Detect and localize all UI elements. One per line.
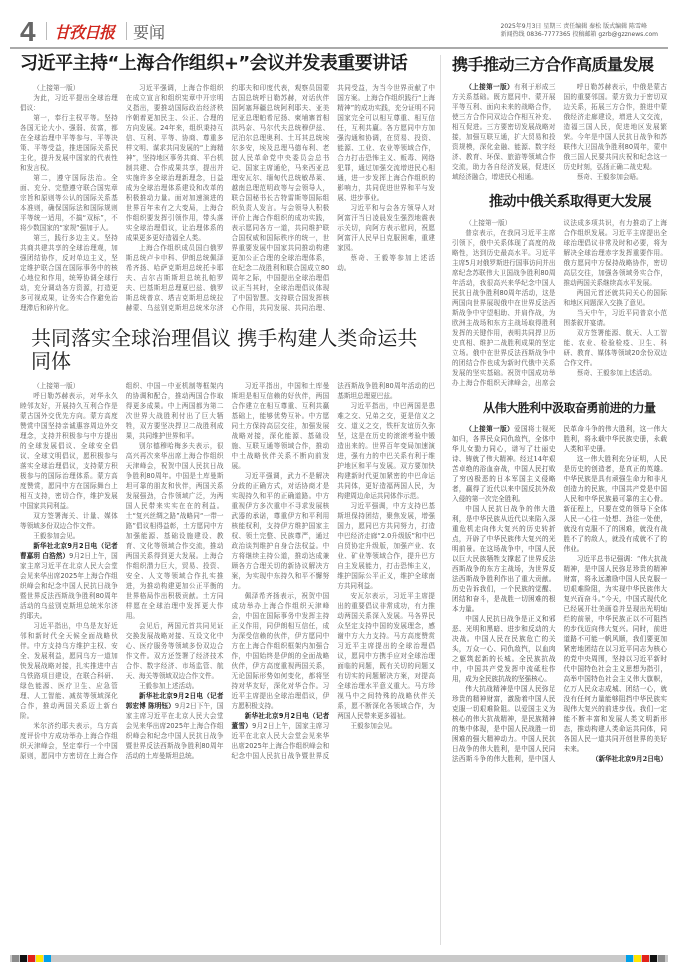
- dateline: 新华社北京9月2日电（记者 郭宏博 陈明钰）: [125, 691, 224, 710]
- paragraph-text: 安瓦尔表示，习近平主席提出的重要倡议非常成功，有力推动两国关系深入发展。马各界民众坚定支持中国的发展理念，感谢中方大力支持。马方高度赞赏习近平主席提出的全球治理倡议，愿同中方携手应对全球治理面临的问题，既有关切的问题又有切实的问题解决方案，对提高全球治理水平意义重大。马方珍视马中之间特殊的战略伙伴关系，愿不断深化各领域合作，为两国人民带来更多福祉。: [337, 591, 435, 720]
- article-paragraph: [20, 391, 118, 511]
- article-paragraph: [564, 288, 668, 308]
- paragraph-text: 当天中午，习近平同普京小范围茶叙并宴请。: [563, 309, 667, 328]
- paragraph-text: （上接第一版）: [465, 219, 512, 228]
- paragraph-text: 米尔济约耶夫表示，乌方高度评价中方成功举办上海合作组织天津峰会，坚定奉行一个中国原则，愿同中方密切在上海合作组织、中国－中亚机制等框架内的协调和配合，推动两国合作取得更多成果。中上两国都为第二次世界大战胜利付出了巨大牺牲，双方要坚决捍卫二战胜利成果，共同维护世界和平。: [20, 381, 224, 760]
- registration-mark: [12, 955, 19, 962]
- registration-mark: [650, 955, 657, 962]
- article-paragraph: [20, 381, 118, 391]
- page-number: 4: [20, 16, 36, 47]
- article-paragraph: [20, 621, 118, 721]
- registration-mark: [634, 955, 641, 962]
- paragraph-text: 习近平强调，上海合作组织在成立宣言和组织宪章中开宗明义指出，要推动国际政治经济秩序朝着更加民主、公正、合理的方向发展。24年来，组织秉持互信、互利、平等、协商、尊重多样文明、谋求共同发展的“上海精神”，坚持地区事务共商、平台机制共建、合作成果共享，提出并实施许多全球治理新理念，日益成为全球治理体系建设和改革的积极推动力量。面对加速演进的世界百年未有之大变局，上海合作组织要发挥引领作用，带头落实全球治理倡议，让治理体系的成果更多更好造福全人类。: [125, 83, 224, 242]
- paragraph-text: 会见后，两国元首共同见证交换发展战略对接、互设文化中心、医疗服务等领域多份双边合作文件。双方还签署了经济技术合作、数字经济、市场监管、航天、海关等领域双边合作文件。: [125, 621, 224, 680]
- registration-mark: [36, 955, 43, 962]
- paragraph-text: 呼日勒苏赫表示，中俄是蒙古国的重要邻国。蒙方致力于密切双边关系，拓展三方合作，推进中蒙俄经济走廊建设，增进人文交流，造福三国人民，促进地区发展繁荣。今年是中国人民抗日战争和苏联伟大卫国战争胜利80周年，蒙中俄三国人民要共同庆祝和纪念这一历史时刻，弘扬正确二战史观。: [563, 83, 667, 172]
- article-headline: 推动中俄关系取得更大发展: [489, 194, 651, 211]
- paragraph-text: 蔡奇、王毅等参加上述活动。: [337, 253, 435, 272]
- section-title: 要闻: [133, 23, 166, 42]
- paragraph-text: （上接第一版）: [33, 381, 80, 390]
- paragraph-text: 习近平指出，中乌是友好近邻和新时代全天候全面战略伙伴。中方支持乌方维护主权、安全、发展利益，愿同乌方一道加快发展战略对接，扎实推进中吉乌铁路项目建设，在联合科研、绿色能源、医疗卫生、应急管理、人工智能、减贫等领域深化合作，推动两国关系迈上新台阶。: [20, 621, 118, 720]
- paragraph-text: 伟大抗战精神是中国人民弥足珍贵的精神财富，激励着中国人民克服一切艰难险阻。以爱国主义为核心的伟大抗战精神，是民族精神的集中体现，是中国人民战胜一切困难的强大精神动力。中国人民抗日战争的伟大胜利，是中国人民同法西斯斗争的伟大胜利，是中国人民革命斗争的伟大胜利，这一伟大胜利，将永载中华民族史册，永载人类和平史册。: [452, 425, 667, 764]
- masthead-date-editors: 2025年9月3日 星期三 责任编辑 秦松 版式编辑 陈雪峰: [500, 23, 647, 30]
- paragraph-text: 习近平和与会各方领导人对阿富汗当日凌晨发生强烈地震表示关切，向阿方表示慰问，祝愿阿富汗人民早日克服困难，重建家园。: [337, 203, 435, 252]
- article-paragraph: [232, 591, 330, 711]
- column-divider: [440, 55, 441, 945]
- article-body: [452, 218, 667, 388]
- article-body: [20, 83, 435, 313]
- article-paragraph: [337, 401, 435, 501]
- article-headline: 习近平主持“上海合作组织+”会议并发表重要讲话: [20, 53, 408, 74]
- article-paragraph: [337, 721, 435, 731]
- paragraph-text: 爱国将士视死如归，各界民众同仇敌忾，全体中华儿女勠力同心，谱写了壮丽史诗、铸就了伟大精神。经过14年艰苦卓绝的浴血奋战，中国人民打败了穷凶极恶的日本军国主义侵略者，赢得了近代以来中国反抗外敌入侵的第一次完全胜利。: [452, 425, 556, 504]
- left-news-column: [20, 54, 435, 761]
- article-paragraph: [126, 441, 224, 621]
- paragraph-text: 9月2日上午，国家主席习近平在北京人民大会堂会见来华出席2025年上海合作组织峰会和纪念中国人民抗日战争暨世界反法西斯战争胜利80周年活动的巴基斯坦总理夏巴兹。: [231, 381, 435, 760]
- paragraph-text: 第一，奉行主权平等。坚持各国无论大小、强弱、贫富，都在全球治理中平等参与、平等决策、平等受益，推进国际关系民主化，提升发展中国家的代表性和发言权。: [20, 113, 118, 172]
- article-paragraph: [452, 218, 556, 228]
- article-paragraph: [564, 308, 668, 328]
- article-paragraph: [564, 82, 668, 172]
- article-paragraph: [564, 754, 668, 764]
- article-paragraph: [20, 113, 118, 173]
- newspaper-logo: 甘孜日报: [54, 23, 115, 42]
- paragraph-text: 中国人民抗日战争是正义和邪恶、光明和黑暗、进步和反动的大决战。中国人民在民族危亡的关头，万众一心、同仇敌忾，以血肉之躯筑起新的长城。全民族抗战中，中国共产党发挥中流砥柱作用，成为全民族抗战的坚强核心。: [452, 615, 556, 684]
- article-paragraph: [20, 233, 118, 313]
- article-paragraph: [126, 83, 224, 243]
- article-paragraph: [452, 82, 556, 182]
- article-headline: 从伟大胜利中汲取奋勇前进的力量: [483, 401, 656, 416]
- paragraph-text: （新华社北京9月2日电）: [591, 755, 667, 764]
- article-paragraph: [564, 454, 668, 554]
- masthead-meta: [501, 23, 658, 39]
- paragraph-text: 习近平指出，中国和土库曼斯坦是相互信赖的好伙伴，两国合作建立在相互尊重、互利共赢基础上，能够优势互补。中方愿同土方保持高层交往，加强发展战略对接，深化能源、基础设施、互联互通等领域合作，推动中土战略伙伴关系不断向前发展。: [231, 381, 330, 470]
- dateline: 新华社北京9月2日电（记者 董雪）: [231, 711, 330, 730]
- article-body: [20, 381, 435, 761]
- article-body: [452, 424, 667, 764]
- paragraph-text: 这一伟大胜利充分证明，人民是历史的创造者，是真正的英雄。中华民族是具有顽强生命力和非凡创造力的民族，中国共产党是中国人民和中华民族最可靠的主心骨。新征程上，只要在党的领导下全体人民一心往一处想、劲往一处使，就没有克服不了的困难，就没有战胜不了的敌人，就没有成就不了的伟业。: [563, 455, 667, 554]
- article-paragraph: [20, 531, 118, 541]
- paragraph-text: 上海合作组织成员国白俄罗斯总统卢卡申科、伊朗总统佩泽希齐扬、哈萨克斯坦总统托卡耶夫、吉尔吉斯斯坦总统扎帕罗夫、巴基斯坦总理夏巴兹、俄罗斯总统普京、塔吉克斯坦总统拉赫蒙、乌兹别克斯坦总统米尔济约耶夫和印度代表，观察员国蒙古国总统呼日勒苏赫，对话伙伴国阿塞拜疆总统阿利耶夫、亚美尼亚总理帕希尼扬、柬埔寨首相洪玛奈、马尔代夫总统穆伊兹、尼泊尔总理奥利、土耳其总统埃尔多安，埃及总理马德布利、老挝人民革命党中央委员会总书记、国家主席通伦，马来西亚总理安瓦尔、缅甸代总统敏昂莱、越南总理范明政等与会领导人，联合国秘书长古特雷斯等国际组织负责人发言。与会领导人积极评价上海合作组织的成功实践，表示愿同各方一道，共同维护联合国权威和国际秩序的统一，世界重要发展中国家共同推动构建更加公正合理的全球治理体系，在纪念二战胜利和联合国成立80周年之际，中国提出全球治理倡议正当其时，全球治理倡议体现了中国智慧。支持联合国发挥核心作用，共同发展、共同治理、共同受益，为当今世界贡献了中国方案。上海合作组织践行“上海精神”的成功实践，充分证明不同国家完全可以相互尊重、相互信任，互利共赢。各方愿同中方加强沟通和协调，在贸易、投资、能源、工业、农业等领域合作，合力打击恐怖主义、贩毒、网络犯罪，通过加强交流增进民心相通，进一步发挥上海合作组织的影响力，共同促进世界和平与发展、进步事业。: [125, 83, 435, 312]
- paragraph-text: 两国元首还就共同关心的国际和地区问题深入交换了意见。: [563, 289, 667, 308]
- paragraph-text: 有利于形成三方关系基础。既方愿同中、蒙开展平等互利、面向未来的战略合作，使三方合作同双边合作相互补充、相互促进。三方要密切发展战略对接，加强互联互通，扩大贸易和投资规模，深化金融、能源、数字经济、教育、环保、旅游等领域合作交流，助力各自经济发展，促进区域经济融合，增进民心相通。: [452, 83, 556, 182]
- article-paragraph: [232, 381, 330, 471]
- paragraph-text: 习近平总书记强调：“伟大抗战精神，是中国人民弥足珍贵的精神财富，将永远激励中国人民克服一切艰难险阻，为实现中华民族伟大复兴而奋斗。”今天，中国式现代化已经展开壮美画卷并呈现出光明灿烂的前景，中华民族正以不可阻挡的步伐迈向伟大复兴。同时，前进道路不可能一帆风顺，我们要更加紧密地团结在以习近平同志为核心的党中央周围，坚持以习近平新时代中国特色社会主义思想为指引，高举中国特色社会主义伟大旗帜，亿万人民众志成城、团结一心，就没有任何力量能够阻挡中华民族实现伟大复兴的前进步伐。我们一定能不断丰富和发展人类文明新形态，推动构建人类命运共同体，同各国人民一道共同开创世界的美好未来。: [563, 555, 667, 754]
- registration-mark: [642, 955, 649, 962]
- paragraph-text: 习近平强调，中方支持巴基斯坦保持团结，聚焦发展，增强国力，愿同巴方共同努力，打造中巴经济走廊“2.0升级版”和中巴自贸协定升级版，加强产业、农业、矿业等领域合作，提升巴方自主发展能力，打击恐怖主义，维护国际公平正义，维护全球南方共同利益。: [337, 501, 435, 590]
- paragraph-text: 第三，践行多边主义。坚持共商共建共享的全球治理观，加强团结协作，反对单边主义，坚定维护联合国在国际事务中的核心地位和作用，统筹协调全球行动，充分调动各方资源，打造更多可视成果，让务实合作避免治理滞后和碎片化。: [20, 233, 118, 312]
- paragraph-text: 蔡奇、王毅参加上述活动。: [576, 369, 656, 378]
- article-paragraph: [337, 591, 435, 721]
- dateline: （上接第一版）: [465, 83, 515, 92]
- article-paragraph: [564, 368, 668, 378]
- article-paragraph: [126, 691, 224, 761]
- dateline: （上接第一版）: [465, 425, 515, 434]
- article-paragraph: [337, 253, 435, 273]
- paragraph-text: 王毅参加会见。: [350, 721, 397, 730]
- paragraph-text: 9月2日下午，国家主席习近平在北京人民大会堂会见来华出席2025年上海合作组织峰会和纪念中国人民抗日战争暨世界反法西斯战争胜利80周年活动的土库曼斯坦总统。: [125, 701, 224, 760]
- paragraph-text: 习近平强调，武力不是解决分歧的正确方式，对话协商才是实现持久和平的正确道路。中方重视伊方多次重申不寻求发展核武器的承诺，尊重伊方和平利用核能权利，支持伊方维护国家主权、领土完整、民族尊严，通过政治谈判维护自身合法权益。中方将继续主持公道，推动达成兼顾各方合理关切的新协议解决方案，为实现中东持久和平不懈努力。: [231, 471, 330, 590]
- article-paragraph: [20, 83, 118, 93]
- paragraph-text: 为此，习近平提出全球治理倡议：: [20, 93, 118, 112]
- article-paragraph: [20, 93, 118, 113]
- paragraph-text: 双方签署海关、计量、媒体等领域多份双边合作文件。: [20, 511, 118, 530]
- article-paragraph: [452, 614, 556, 684]
- article-paragraph: [452, 424, 556, 504]
- article-paragraph: [126, 681, 224, 691]
- paragraph-text: 中国人民抗日战争的伟大胜利，是中华民族从近代以来陷入深重危机走向伟大复兴的历史转折点，开辟了中华民族伟大复兴的光明前景。在这场战争中，中国人民以巨大民族牺牲支撑起了世界反法西斯战争的东方主战场，为世界反法西斯战争胜利作出了重大贡献。历史告诉我们，一个民族的觉醒、团结和奋斗，是战胜一切困难的根本力量。: [452, 505, 556, 614]
- article-paragraph: [337, 501, 435, 591]
- article-paragraph: [232, 471, 330, 591]
- article-paragraph: [126, 621, 224, 681]
- article-paragraph: [337, 203, 435, 253]
- dateline: 新华社北京9月2日电（记者 曹嘉玥 白浩然）: [20, 541, 118, 560]
- paragraph-text: （上接第一版）: [33, 83, 80, 92]
- paragraph-text: 呼日勒苏赫表示，对华永久睦邻友好，开展持久互利合作是蒙古国外交优先方向。蒙方高度赞赏中国坚持亲诚惠容周边外交理念，支持并积极参与中方提出的全球发展倡议、全球安全倡议、全球文明倡议，愿积极参与落实全球治理倡议，支持蒙方积极参与的国际治理体系。蒙方高度赞赏，愿同中方在国际舞台上相互支持，密切合作，维护发展中国家共同利益。: [20, 391, 118, 510]
- registration-mark: [626, 955, 633, 962]
- paragraph-text: 9月2日上午，国家主席习近平在北京人民大会堂会见来华出席2025年上海合作组织峰会和纪念中国人民抗日战争暨世界反法西斯战争胜利80周年活动的乌兹别克斯坦总统米尔济约耶夫。: [20, 551, 118, 620]
- header-rule: [10, 47, 668, 49]
- header-divider: [126, 22, 127, 40]
- registration-mark: [44, 955, 51, 962]
- article-paragraph: [564, 554, 668, 754]
- paragraph-text: 佩泽希齐扬表示，祝贺中国成功举办上海合作组织天津峰会，中国在国际事务中发挥主持正义作用，同伊朗相互信任，成为深受信赖的伙伴，伊方愿同中方在上海合作组织框架内加强合作，中国始终是伊朗的全面战略伙伴，伊方高度重视两国关系，无论国际形势如何变化，都将坚持对华友好，深化对华合作。习近平主席提出全球治理倡议，伊方愿积极支持。: [231, 591, 330, 710]
- paragraph-text: 第二，遵守国际法治。全面、充分、完整遵守联合国宪章宗旨和原则等公认的国际关系基本准则，确保国际法和国际规则平等统一适用，不搞“双标”，不将少数国家的“家规”强加于人。: [20, 173, 118, 232]
- paragraph-text: 双方签署能源、航天、人工智能、农业、检验检疫、卫生、科研、教育、媒体等领域20余份双边合作文件。: [563, 329, 667, 368]
- article-paragraph: [20, 541, 118, 621]
- article-paragraph: [20, 173, 118, 233]
- paragraph-text: 王毅参加会见。: [33, 531, 80, 540]
- footer-bar: [10, 955, 668, 962]
- header-divider: [46, 22, 47, 40]
- registration-mark: [28, 955, 35, 962]
- paragraph-text: 别尔德穆哈梅多夫表示，很高兴再次来华出席上海合作组织天津峰会，祝贺中国人民抗日战争胜利80周年。中国是土库曼斯坦可靠的朋友和伙伴，两国关系发展强劲，合作领域广泛，为两国人民带来实实在在的利益。土“复兴丝绸之路”战略同“一带一路”倡议相得益彰，土方愿同中方加强能源、基础设施建设、教育、文化等领域合作交流，推动两国关系得到更大发展。上海合作组织潜力巨大，贸易、投资、安全、人文等领域合作扎实推进，为推动构建更加公正平衡的世界格局作出积极贡献。土方同样愿在全球治理中发挥更大作用。: [125, 441, 224, 620]
- paragraph-text: 蔡奇、王毅参加会晤。: [576, 173, 643, 182]
- right-news-column: [452, 56, 667, 764]
- registration-mark: [658, 955, 665, 962]
- paragraph-text: 王毅参加上述活动。: [138, 681, 199, 690]
- registration-mark: [20, 955, 27, 962]
- article-body: [452, 82, 667, 182]
- article-headline: 共同落实全球治理倡议 携手构建人类命运共同体: [31, 325, 418, 373]
- paragraph-text: 习近平指出，中巴两国是患难之交、兄弟之交，更是信义之交、道义之交，铁杆友谊历久弥坚，这是在历史的滚滚考验中锻造出来的。世界百年变局加速演进，强有力的中巴关系有利于维护地区和平与发展。双方要加快构建新时代更加紧密的中巴命运共同体，更好造福两国人民，为构建周边命运共同体作示范。: [337, 401, 435, 500]
- article-headline: 携手推动三方合作高质量发展: [452, 55, 654, 74]
- article-paragraph: [564, 172, 668, 182]
- article-paragraph: [452, 504, 556, 614]
- paragraph-text: 普京表示，在我同习近平主席引领下，俄中关系体现了高度的战略性，达到历史最高水平。习近平主席5月对俄罗斯进行国事访问并出席纪念苏联伟大卫国战争胜利80周年活动，我很高兴来华纪念中国人民抗日战争胜利80周年活动，这是两国向世界展现俄中在世界反法西斯战争中守望相助、并肩作战，为欧洲主战场和东方主战场取得胜利发挥的关键作用，表明共同捍卫历史真相、维护二战胜利成果的坚定立场。俄中在世界反法西斯战争中的团结合作也成为新时代俄中关系发展的坚实基础。祝贺中国成功举办上海合作组织天津峰会，出席会议法成多项共识，有力推动了上海合作组织发展。习近平主席提出全球治理倡议非常及时和必要，将为解决全球治理赤字发挥重要作用。俄方愿同中方保持战略协作，密切高层交往，加强各领域务实合作，推动两国关系继续高水平发展。: [452, 219, 667, 388]
- article-paragraph: [564, 328, 668, 368]
- masthead-contact: 新闻热线 0836-7777365 投稿邮箱 gzrb@gzznews.com: [500, 31, 658, 38]
- article-paragraph: [20, 511, 118, 531]
